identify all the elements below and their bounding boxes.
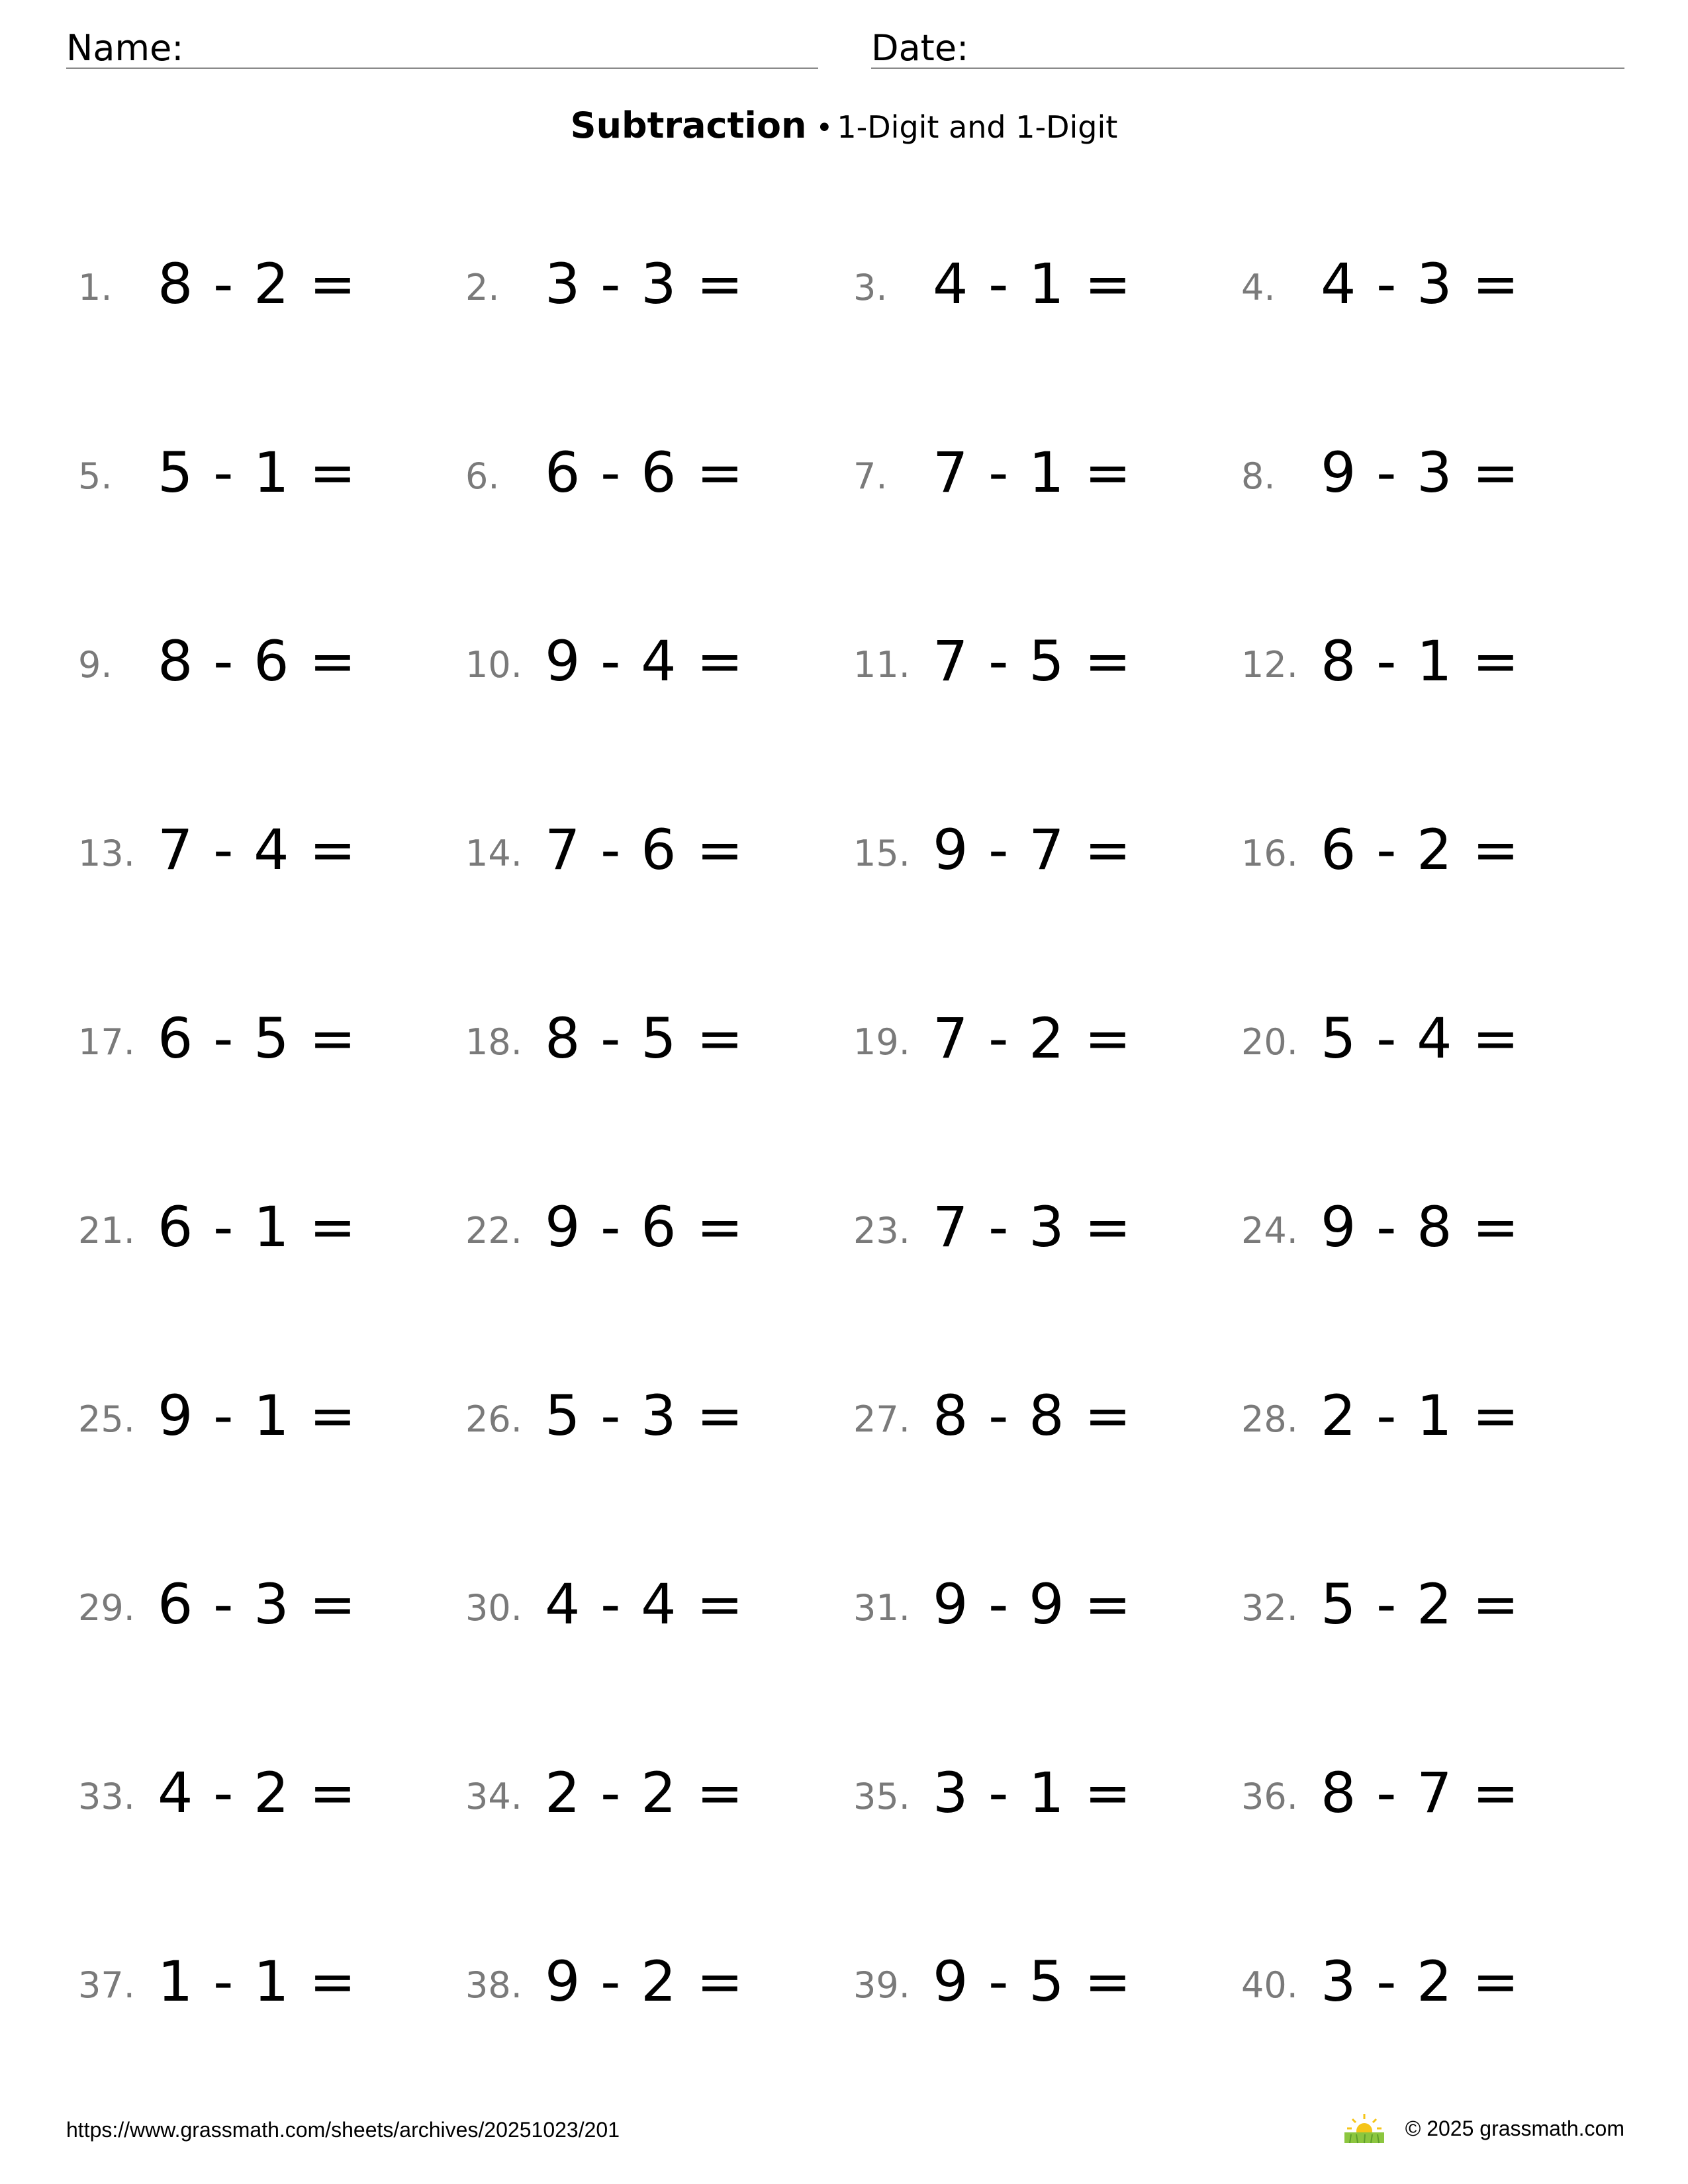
problem-number: 37. bbox=[78, 1964, 135, 2006]
problem-item bbox=[78, 1187, 449, 1259]
problem-expression: 9 - 2 = bbox=[545, 1949, 745, 2014]
problem-expression: 6 - 6 = bbox=[545, 440, 745, 505]
problem-expression: 8 - 5 = bbox=[545, 1006, 745, 1071]
problem-item bbox=[78, 998, 449, 1071]
worksheet-title bbox=[0, 105, 1688, 158]
problem-number: 21. bbox=[78, 1210, 135, 1251]
problem-number: 25. bbox=[78, 1398, 135, 1440]
date-field[interactable] bbox=[871, 24, 1624, 69]
name-label: Name: bbox=[66, 27, 184, 69]
problem-expression: 7 - 5 = bbox=[933, 629, 1133, 694]
problem-item bbox=[853, 432, 1224, 505]
problem-number: 15. bbox=[853, 833, 910, 874]
problem-expression: 6 - 2 = bbox=[1321, 817, 1521, 882]
problem-item bbox=[1241, 1752, 1612, 1825]
problem-item bbox=[853, 1564, 1224, 1637]
problem-item bbox=[1241, 432, 1612, 505]
problem-expression: 4 - 1 = bbox=[933, 251, 1133, 316]
problem-number: 39. bbox=[853, 1964, 910, 2006]
problem-item bbox=[853, 621, 1224, 694]
grass-sun-logo-icon bbox=[1343, 2113, 1385, 2144]
problem-number: 2. bbox=[465, 267, 500, 308]
problem-item bbox=[465, 244, 836, 316]
problem-item bbox=[78, 1375, 449, 1448]
problem-item bbox=[465, 432, 836, 505]
problem-number: 11. bbox=[853, 644, 910, 686]
date-label: Date: bbox=[871, 27, 969, 69]
problem-item bbox=[78, 432, 449, 505]
problem-expression: 4 - 3 = bbox=[1321, 251, 1521, 316]
problem-item bbox=[1241, 244, 1612, 316]
problem-item bbox=[78, 1752, 449, 1825]
problem-expression: 8 - 8 = bbox=[933, 1383, 1133, 1448]
problem-item bbox=[853, 1187, 1224, 1259]
problem-item bbox=[853, 244, 1224, 316]
problem-expression: 4 - 4 = bbox=[545, 1572, 745, 1637]
problem-number: 9. bbox=[78, 644, 113, 686]
problem-number: 22. bbox=[465, 1210, 522, 1251]
problem-expression: 9 - 5 = bbox=[933, 1949, 1133, 2014]
problem-item bbox=[465, 1752, 836, 1825]
problem-number: 36. bbox=[1241, 1776, 1298, 1817]
problem-number: 7. bbox=[853, 455, 888, 497]
problem-number: 31. bbox=[853, 1587, 910, 1629]
problem-number: 10. bbox=[465, 644, 522, 686]
problem-expression: 7 - 2 = bbox=[933, 1006, 1133, 1071]
problem-expression: 8 - 1 = bbox=[1321, 629, 1521, 694]
footer-brand bbox=[1343, 2109, 1624, 2148]
problem-number: 3. bbox=[853, 267, 888, 308]
problem-item bbox=[1241, 621, 1612, 694]
problem-item bbox=[465, 809, 836, 882]
problem-number: 14. bbox=[465, 833, 522, 874]
problem-expression: 6 - 3 = bbox=[158, 1572, 357, 1637]
problem-expression: 9 - 7 = bbox=[933, 817, 1133, 882]
problem-expression: 5 - 3 = bbox=[545, 1383, 745, 1448]
problem-number: 26. bbox=[465, 1398, 522, 1440]
problem-number: 12. bbox=[1241, 644, 1298, 686]
problem-item bbox=[78, 809, 449, 882]
problem-expression: 8 - 7 = bbox=[1321, 1760, 1521, 1825]
footer-url: https://www.grassmath.com/sheets/archives/20251023/201 bbox=[66, 2118, 620, 2142]
problem-item bbox=[853, 1375, 1224, 1448]
problem-expression: 3 - 2 = bbox=[1321, 1949, 1521, 2014]
problem-item bbox=[465, 621, 836, 694]
problem-number: 17. bbox=[78, 1021, 135, 1063]
problem-number: 4. bbox=[1241, 267, 1276, 308]
problem-expression: 9 - 3 = bbox=[1321, 440, 1521, 505]
problem-expression: 9 - 1 = bbox=[158, 1383, 357, 1448]
title-separator: • bbox=[816, 111, 833, 145]
problem-expression: 9 - 8 = bbox=[1321, 1195, 1521, 1259]
problem-number: 20. bbox=[1241, 1021, 1298, 1063]
name-field[interactable] bbox=[66, 24, 818, 69]
problem-expression: 7 - 3 = bbox=[933, 1195, 1133, 1259]
problem-expression: 8 - 6 = bbox=[158, 629, 357, 694]
problem-item bbox=[1241, 1187, 1612, 1259]
problem-item bbox=[1241, 1941, 1612, 2014]
problem-expression: 1 - 1 = bbox=[158, 1949, 357, 2014]
problem-expression: 2 - 1 = bbox=[1321, 1383, 1521, 1448]
problem-number: 30. bbox=[465, 1587, 522, 1629]
problem-expression: 9 - 4 = bbox=[545, 629, 745, 694]
problem-item bbox=[1241, 809, 1612, 882]
problem-number: 29. bbox=[78, 1587, 135, 1629]
problem-number: 16. bbox=[1241, 833, 1298, 874]
copyright-text: © 2025 grassmath.com bbox=[1405, 2116, 1624, 2140]
problem-number: 35. bbox=[853, 1776, 910, 1817]
problem-expression: 5 - 1 = bbox=[158, 440, 357, 505]
problem-expression: 3 - 3 = bbox=[545, 251, 745, 316]
problem-number: 6. bbox=[465, 455, 500, 497]
problem-expression: 2 - 2 = bbox=[545, 1760, 745, 1825]
problem-expression: 5 - 4 = bbox=[1321, 1006, 1521, 1071]
problem-item bbox=[465, 1941, 836, 2014]
problem-number: 28. bbox=[1241, 1398, 1298, 1440]
problem-expression: 9 - 9 = bbox=[933, 1572, 1133, 1637]
problem-expression: 7 - 4 = bbox=[158, 817, 357, 882]
problem-expression: 6 - 1 = bbox=[158, 1195, 357, 1259]
problem-expression: 3 - 1 = bbox=[933, 1760, 1133, 1825]
problem-item bbox=[465, 1564, 836, 1637]
problem-number: 33. bbox=[78, 1776, 135, 1817]
problem-number: 38. bbox=[465, 1964, 522, 2006]
problem-number: 5. bbox=[78, 455, 113, 497]
problem-item bbox=[853, 1752, 1224, 1825]
problem-number: 23. bbox=[853, 1210, 910, 1251]
problem-number: 34. bbox=[465, 1776, 522, 1817]
problem-item bbox=[465, 1375, 836, 1448]
problem-item bbox=[78, 1941, 449, 2014]
problem-expression: 7 - 1 = bbox=[933, 440, 1133, 505]
problem-number: 27. bbox=[853, 1398, 910, 1440]
problem-expression: 5 - 2 = bbox=[1321, 1572, 1521, 1637]
problem-item bbox=[853, 998, 1224, 1071]
problem-expression: 8 - 2 = bbox=[158, 251, 357, 316]
problem-item bbox=[853, 809, 1224, 882]
problem-item bbox=[1241, 1564, 1612, 1637]
problem-number: 40. bbox=[1241, 1964, 1298, 2006]
problem-number: 13. bbox=[78, 833, 135, 874]
problem-item bbox=[78, 621, 449, 694]
problem-expression: 4 - 2 = bbox=[158, 1760, 357, 1825]
problem-expression: 9 - 6 = bbox=[545, 1195, 745, 1259]
problem-number: 19. bbox=[853, 1021, 910, 1063]
problem-item bbox=[78, 244, 449, 316]
problem-item bbox=[1241, 998, 1612, 1071]
problem-number: 1. bbox=[78, 267, 113, 308]
problem-number: 32. bbox=[1241, 1587, 1298, 1629]
problem-item bbox=[465, 1187, 836, 1259]
problem-number: 18. bbox=[465, 1021, 522, 1063]
problem-expression: 7 - 6 = bbox=[545, 817, 745, 882]
title-main: Subtraction bbox=[570, 105, 807, 146]
problem-number: 8. bbox=[1241, 455, 1276, 497]
problem-item bbox=[1241, 1375, 1612, 1448]
title-subtitle: 1-Digit and 1-Digit bbox=[837, 109, 1118, 145]
problem-item bbox=[465, 998, 836, 1071]
problem-number: 24. bbox=[1241, 1210, 1298, 1251]
problem-item bbox=[853, 1941, 1224, 2014]
problem-item bbox=[78, 1564, 449, 1637]
problem-expression: 6 - 5 = bbox=[158, 1006, 357, 1071]
